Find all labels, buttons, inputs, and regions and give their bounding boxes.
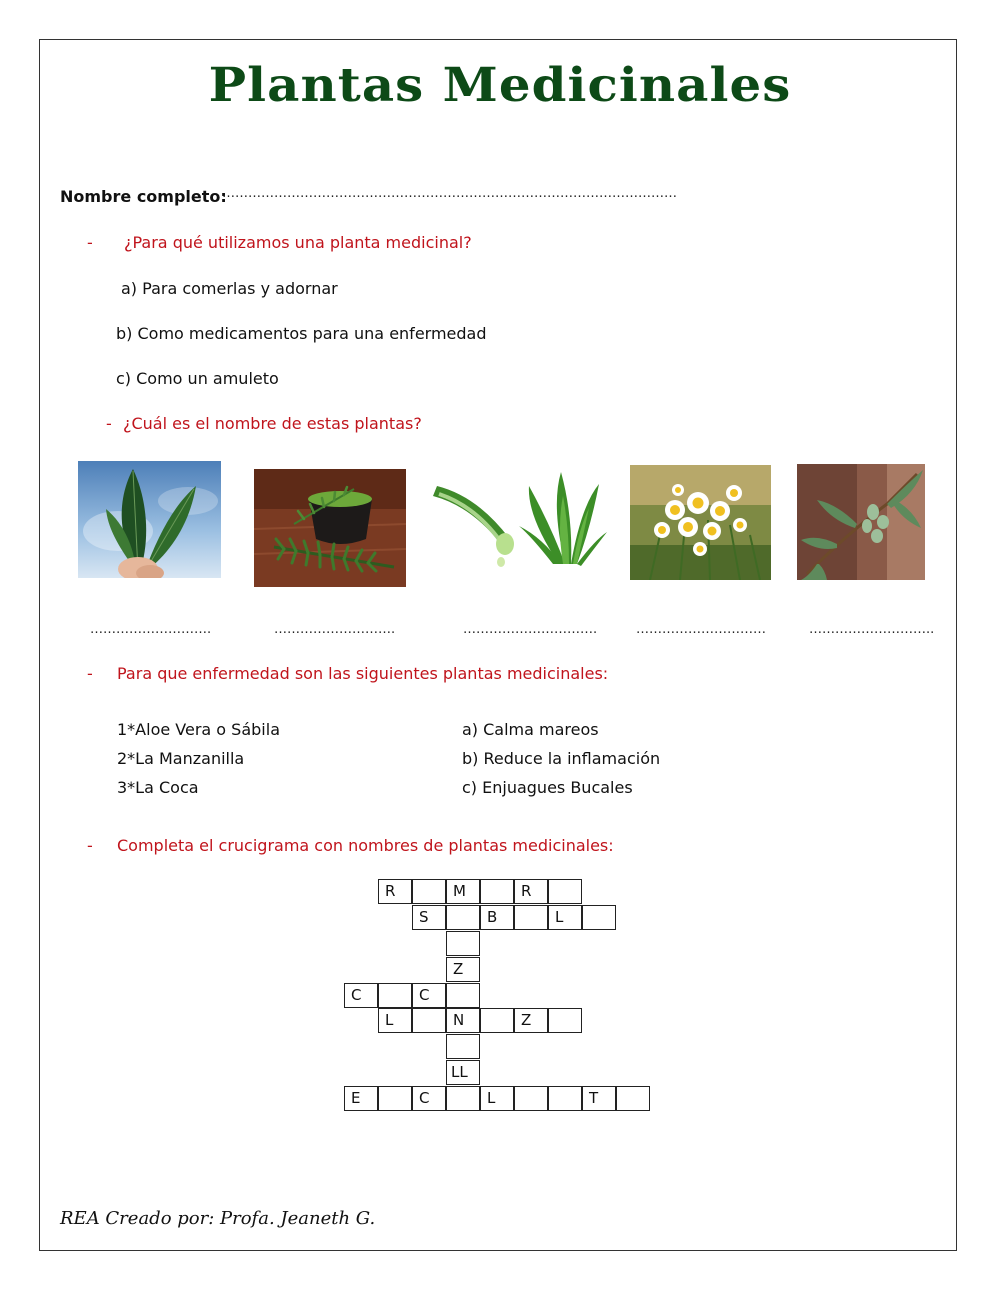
- plant-name-blank-5[interactable]: ………………………..: [809, 622, 935, 637]
- crossword-cell[interactable]: [446, 931, 480, 956]
- eucalyptus-photo: [797, 464, 925, 580]
- crossword-cell[interactable]: [412, 1008, 446, 1033]
- crossword-cell[interactable]: L: [548, 905, 582, 930]
- crossword-cell[interactable]: N: [446, 1008, 480, 1033]
- crossword-cell[interactable]: [480, 879, 514, 904]
- crossword-cell[interactable]: M: [446, 879, 480, 904]
- crossword-cell[interactable]: [446, 905, 480, 930]
- crossword-cell[interactable]: C: [344, 983, 378, 1008]
- crossword-cell[interactable]: Z: [446, 957, 480, 982]
- crossword-cell[interactable]: [548, 1008, 582, 1033]
- crossword-cell[interactable]: L: [480, 1086, 514, 1111]
- match-left-1[interactable]: 1*Aloe Vera o Sábila: [117, 720, 280, 739]
- question4-text: Completa el crucigrama con nombres de plantas medicinales:: [117, 836, 614, 855]
- crossword-cell[interactable]: T: [582, 1086, 616, 1111]
- question3-text: Para que enfermedad son las siguientes plantas medicinales:: [117, 664, 609, 683]
- rosemary-photo: [254, 469, 406, 587]
- match-right-a[interactable]: a) Calma mareos: [462, 720, 599, 739]
- plant-name-blank-3[interactable]: ………………………….: [463, 622, 598, 637]
- page-frame: [39, 39, 957, 1251]
- question1-text: ¿Para qué utilizamos una planta medicinal?: [124, 233, 472, 252]
- match-right-b[interactable]: b) Reduce la inflamación: [462, 749, 661, 768]
- plant-name-blank-4[interactable]: …………………………: [636, 622, 766, 637]
- crossword-cell[interactable]: [548, 1086, 582, 1111]
- question1-option-a[interactable]: a) Para comerlas y adornar: [121, 279, 338, 298]
- worksheet-title: Plantas Medicinales: [208, 58, 792, 113]
- crossword-cell[interactable]: [378, 983, 412, 1008]
- name-blank[interactable]: ……………………………………………………………………………………………: [222, 186, 677, 201]
- question1-dash: -: [87, 233, 93, 252]
- crossword-cell[interactable]: [514, 905, 548, 930]
- crossword-cell[interactable]: [480, 1008, 514, 1033]
- aloe-vera-photo: [431, 466, 607, 570]
- crossword-cell[interactable]: [412, 879, 446, 904]
- crossword-cell[interactable]: [582, 905, 616, 930]
- crossword-cell[interactable]: R: [514, 879, 548, 904]
- plant-name-blank-2[interactable]: ……………………….: [274, 622, 396, 637]
- name-label: Nombre completo:: [60, 187, 227, 206]
- crossword-cell[interactable]: [514, 1086, 548, 1111]
- crossword-cell[interactable]: [616, 1086, 650, 1111]
- bay-leaf-photo: [78, 461, 221, 578]
- question1-option-b[interactable]: b) Como medicamentos para una enfermedad: [116, 324, 487, 343]
- crossword-cell[interactable]: R: [378, 879, 412, 904]
- plant-name-blank-1[interactable]: ……………………….: [90, 622, 212, 637]
- question2-dash: -: [106, 414, 112, 433]
- question3-dash: -: [87, 664, 93, 683]
- crossword-cell[interactable]: [446, 1086, 480, 1111]
- chamomile-photo: [630, 465, 771, 580]
- crossword-cell[interactable]: Z: [514, 1008, 548, 1033]
- question1-option-c[interactable]: c) Como un amuleto: [116, 369, 279, 388]
- crossword-cell[interactable]: LL: [446, 1060, 480, 1085]
- crossword-cell[interactable]: C: [412, 983, 446, 1008]
- crossword-cell[interactable]: B: [480, 905, 514, 930]
- crossword-cell[interactable]: [446, 983, 480, 1008]
- match-left-2[interactable]: 2*La Manzanilla: [117, 749, 245, 768]
- match-right-c[interactable]: c) Enjuagues Bucales: [462, 778, 633, 797]
- question4-dash: -: [87, 836, 93, 855]
- crossword-cell[interactable]: [446, 1034, 480, 1059]
- footer-credit: REA Creado por: Profa. Jeaneth G.: [60, 1208, 376, 1229]
- crossword-cell[interactable]: C: [412, 1086, 446, 1111]
- crossword-cell[interactable]: E: [344, 1086, 378, 1111]
- crossword-cell[interactable]: L: [378, 1008, 412, 1033]
- crossword-cell[interactable]: [378, 1086, 412, 1111]
- match-left-3[interactable]: 3*La Coca: [117, 778, 199, 797]
- question2-text: ¿Cuál es el nombre de estas plantas?: [123, 414, 422, 433]
- crossword-cell[interactable]: S: [412, 905, 446, 930]
- crossword-cell[interactable]: [548, 879, 582, 904]
